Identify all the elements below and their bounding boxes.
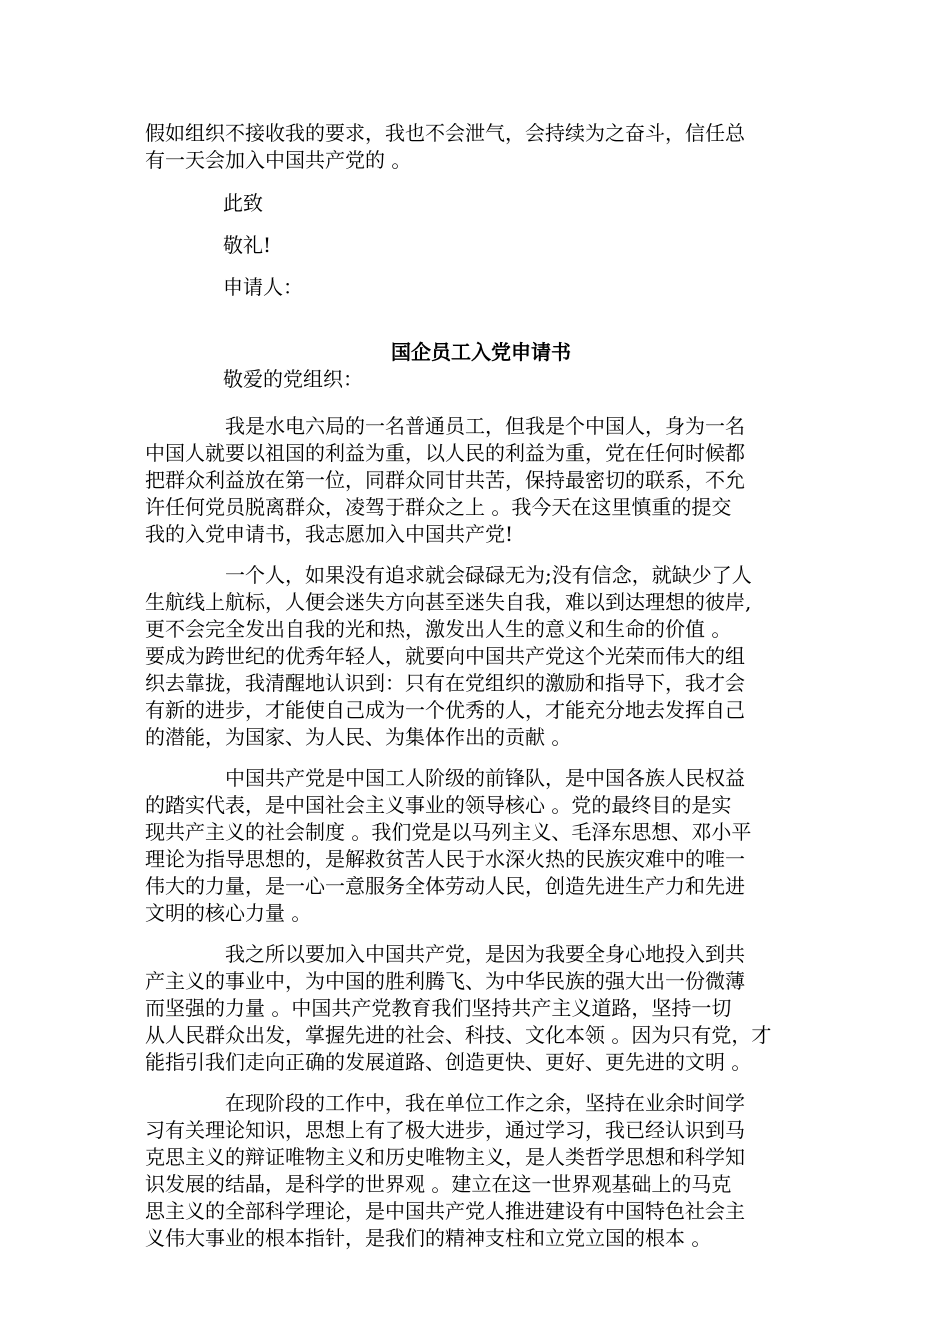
top-paragraph [145,120,817,174]
text-line: 的踏实代表，是中国社会主义事业的领导核心 。党的最终目的是实 [145,793,732,817]
text-line: 而坚强的力量 。中国共产党教育我们坚持共产主义道路，坚持一切 [145,996,732,1020]
text-line: 中国共产党是中国工人阶级的前锋队，是中国各族人民权益 [225,766,745,790]
text-line: 更不会完全发出自我的光和热，激发出人生的意义和生命的价值 。 [145,617,732,641]
document-page [145,120,817,1266]
text-line: 能指引我们走向正确的发展道路、创造更快、更好、更先进的文明 。 [145,1050,752,1074]
text-line: 我是水电六局的一名普通员工，但我是个中国人，身为一名 [225,414,745,438]
body-paragraph-4 [145,941,817,1076]
text-line: 理论为指导思想的，是解救贫苦人民于水深火热的民族灾难中的唯一 [145,847,745,871]
text-line: 识发展的结晶，是科学的世界观 。建立在这一世界观基础上的马克 [145,1172,732,1196]
letter-title: 国企员工入党申请书 [391,340,571,364]
text-line: 现共产主义的社会制度 。我们党是以马列主义、毛泽东思想、邓小平 [145,820,752,844]
text-line: 从人民群众出发，掌握先进的社会、科技、文化本领 。因为只有党，才 [145,1023,772,1047]
closing-respect: 敬礼! [223,233,272,257]
body-paragraph-3 [145,765,817,927]
text-line: 我之所以要加入中国共产党，是因为我要全身心地投入到共 [225,942,745,966]
text-line: 有新的进步，才能使自己成为一个优秀的人，才能充分地去发挥自己 [145,698,745,722]
text-line: 要成为跨世纪的优秀年轻人，就要向中国共产党这个光荣而伟大的组 [145,644,745,668]
body-paragraph-2 [145,562,817,751]
text-line: 织去靠拢，我清醒地认识到：只有在党组织的激励和指导下，我才会 [145,671,745,695]
text-line: 一个人，如果没有追求就会碌碌无为;没有信念，就缺少了人 [225,563,752,587]
letter-greeting: 敬爱的党组织： [223,367,363,391]
text-line: 文明的核心力量 。 [145,901,312,925]
text-line: 习有关理论知识，思想上有了极大进步，通过学习，我已经认识到马 [145,1118,745,1142]
text-line: 中国人就要以祖国的利益为重，以人民的利益为重，党在任何时候都 [145,441,745,465]
text-line: 克思主义的辩证唯物主义和历史唯物主义，是人类哲学思想和科学知 [145,1145,745,1169]
closing-salutation: 此致 [223,191,263,215]
text-line: 有一天会加入中国共产党的 。 [145,148,412,172]
text-line: 产主义的事业中，为中国的胜利腾飞、为中华民族的强大出一份微薄 [145,969,745,993]
text-line: 假如组织不接收我的要求，我也不会泄气，会持续为之奋斗，信任总 [145,121,745,145]
text-line: 许任何党员脱离群众，凌驾于群众之上 。我今天在这里慎重的提交 [145,495,732,519]
text-line: 在现阶段的工作中，我在单位工作之余，坚持在业余时间学 [225,1091,745,1115]
text-line: 伟大的力量，是一心一意服务全体劳动人民，创造先进生产力和先进 [145,874,745,898]
text-line: 我的入党申请书，我志愿加入中国共产党! [145,522,514,546]
text-line: 义伟大事业的根本指针，是我们的精神支柱和立党立国的根本 。 [145,1226,712,1250]
text-line: 的潜能，为国家、为人民、为集体作出的贡献 。 [145,725,572,749]
body-paragraph-5 [145,1090,817,1252]
text-line: 思主义的全部科学理论，是中国共产党人推进建设有中国特色社会主 [145,1199,745,1223]
body-paragraph-1 [145,413,817,548]
text-line: 生航线上航标，人便会迷失方向甚至迷失自我，难以到达理想的彼岸, [145,590,752,614]
text-line: 把群众利益放在第一位，同群众同甘共苦，保持最密切的联系，不允 [145,468,745,492]
closing-applicant: 申请人： [223,275,303,299]
